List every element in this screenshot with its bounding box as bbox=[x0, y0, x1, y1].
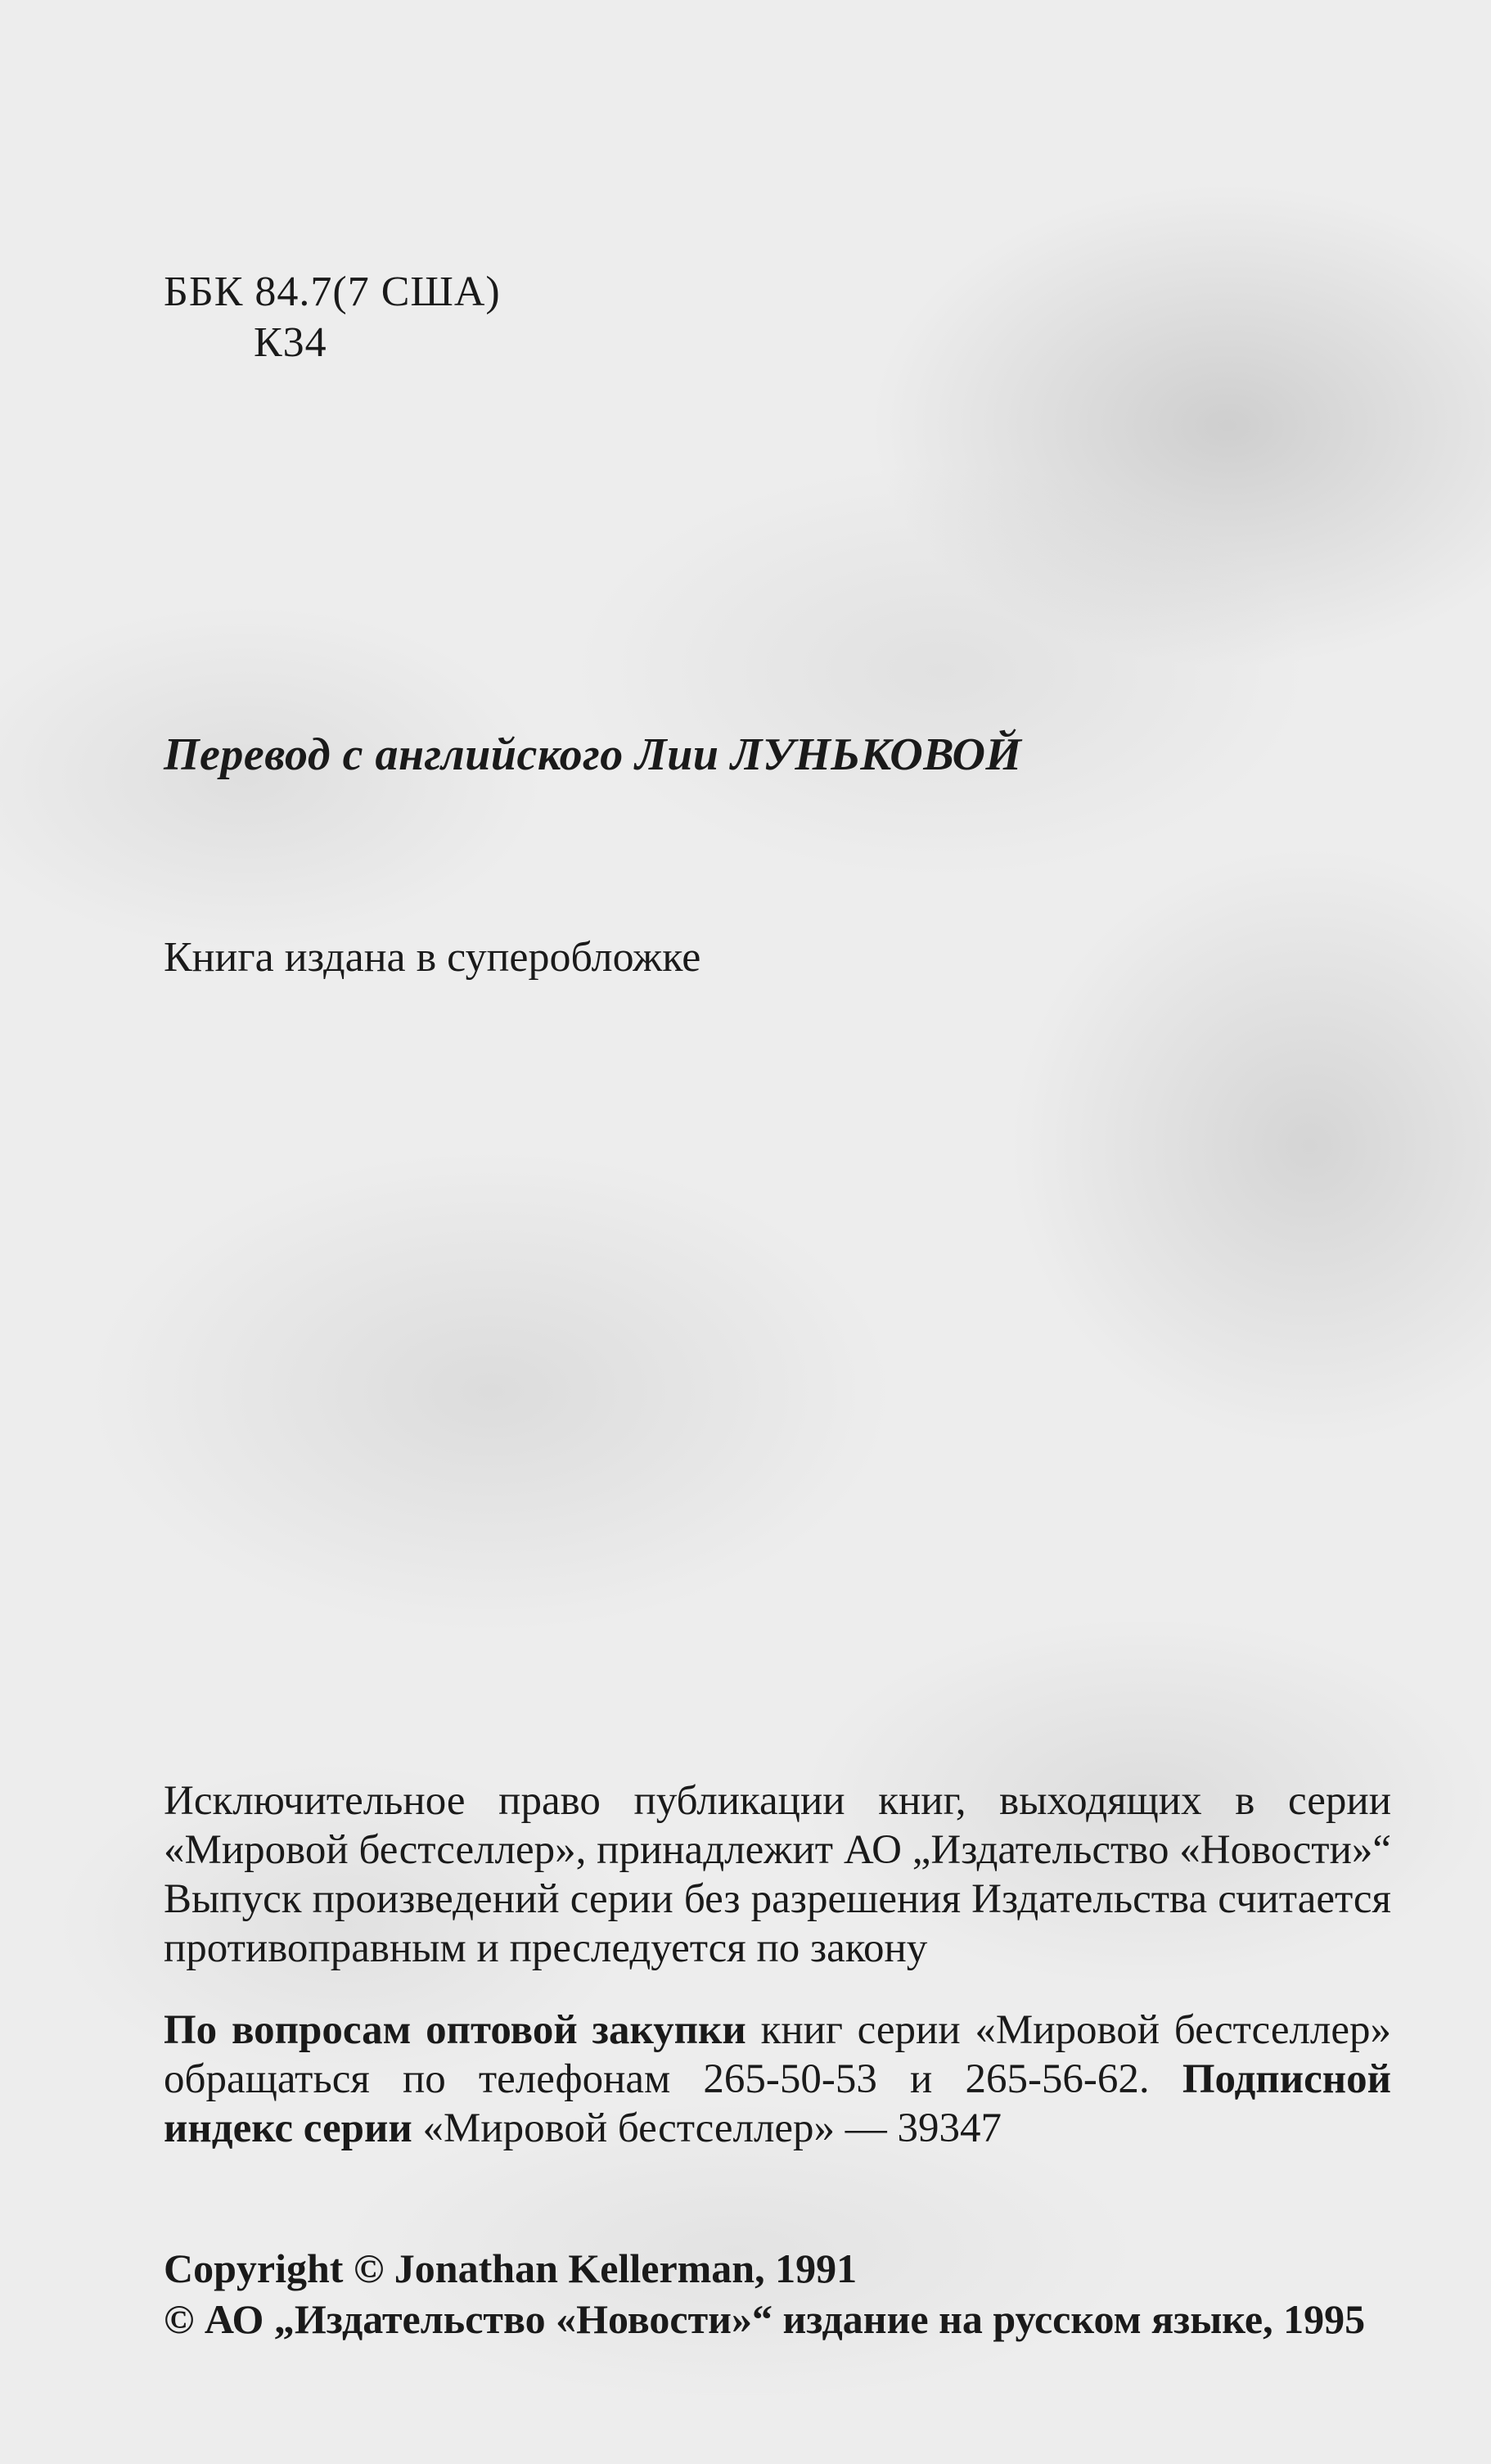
copyright-publisher: © АО „Издательство «Новости»“ издание на русском языке, 1995 bbox=[164, 2296, 1366, 2342]
wholesale-info bbox=[164, 2006, 1391, 2153]
subscription-index-lead: Подписной индекс серии bbox=[164, 2056, 1391, 2151]
author-mark: К34 bbox=[254, 319, 327, 366]
subscription-index: «Мировой бестселлер» — 39347 bbox=[412, 2105, 1002, 2151]
exclusive-rights-notice: Исключительное право публикации книг, выходящих в серии «Мировой бестселлер», принадлежит АО „Издательство «Новости»“ Выпуск произведений серии без разрешения Издательства считается противоправным и преследуется по закону bbox=[164, 1778, 1391, 1971]
wholesale-lead: По вопросам оптовой закупки bbox=[164, 2007, 746, 2053]
wholesale-phones: книг серии «Мировой бестселлер» обращаться по телефонам 265-50-53 и 265-56-62. bbox=[164, 2007, 1391, 2102]
copyright-author: Copyright © Jonathan Kellerman, 1991 bbox=[164, 2245, 858, 2291]
bbk-code: ББК 84.7(7 США) bbox=[164, 269, 501, 315]
copyright-block bbox=[164, 2243, 1365, 2344]
bbk-classification bbox=[164, 267, 501, 368]
translator-credit: Перевод с английского Лии ЛУНЬКОВОЙ bbox=[164, 729, 1022, 780]
dust-jacket-note: Книга издана в суперобложке bbox=[164, 934, 701, 981]
